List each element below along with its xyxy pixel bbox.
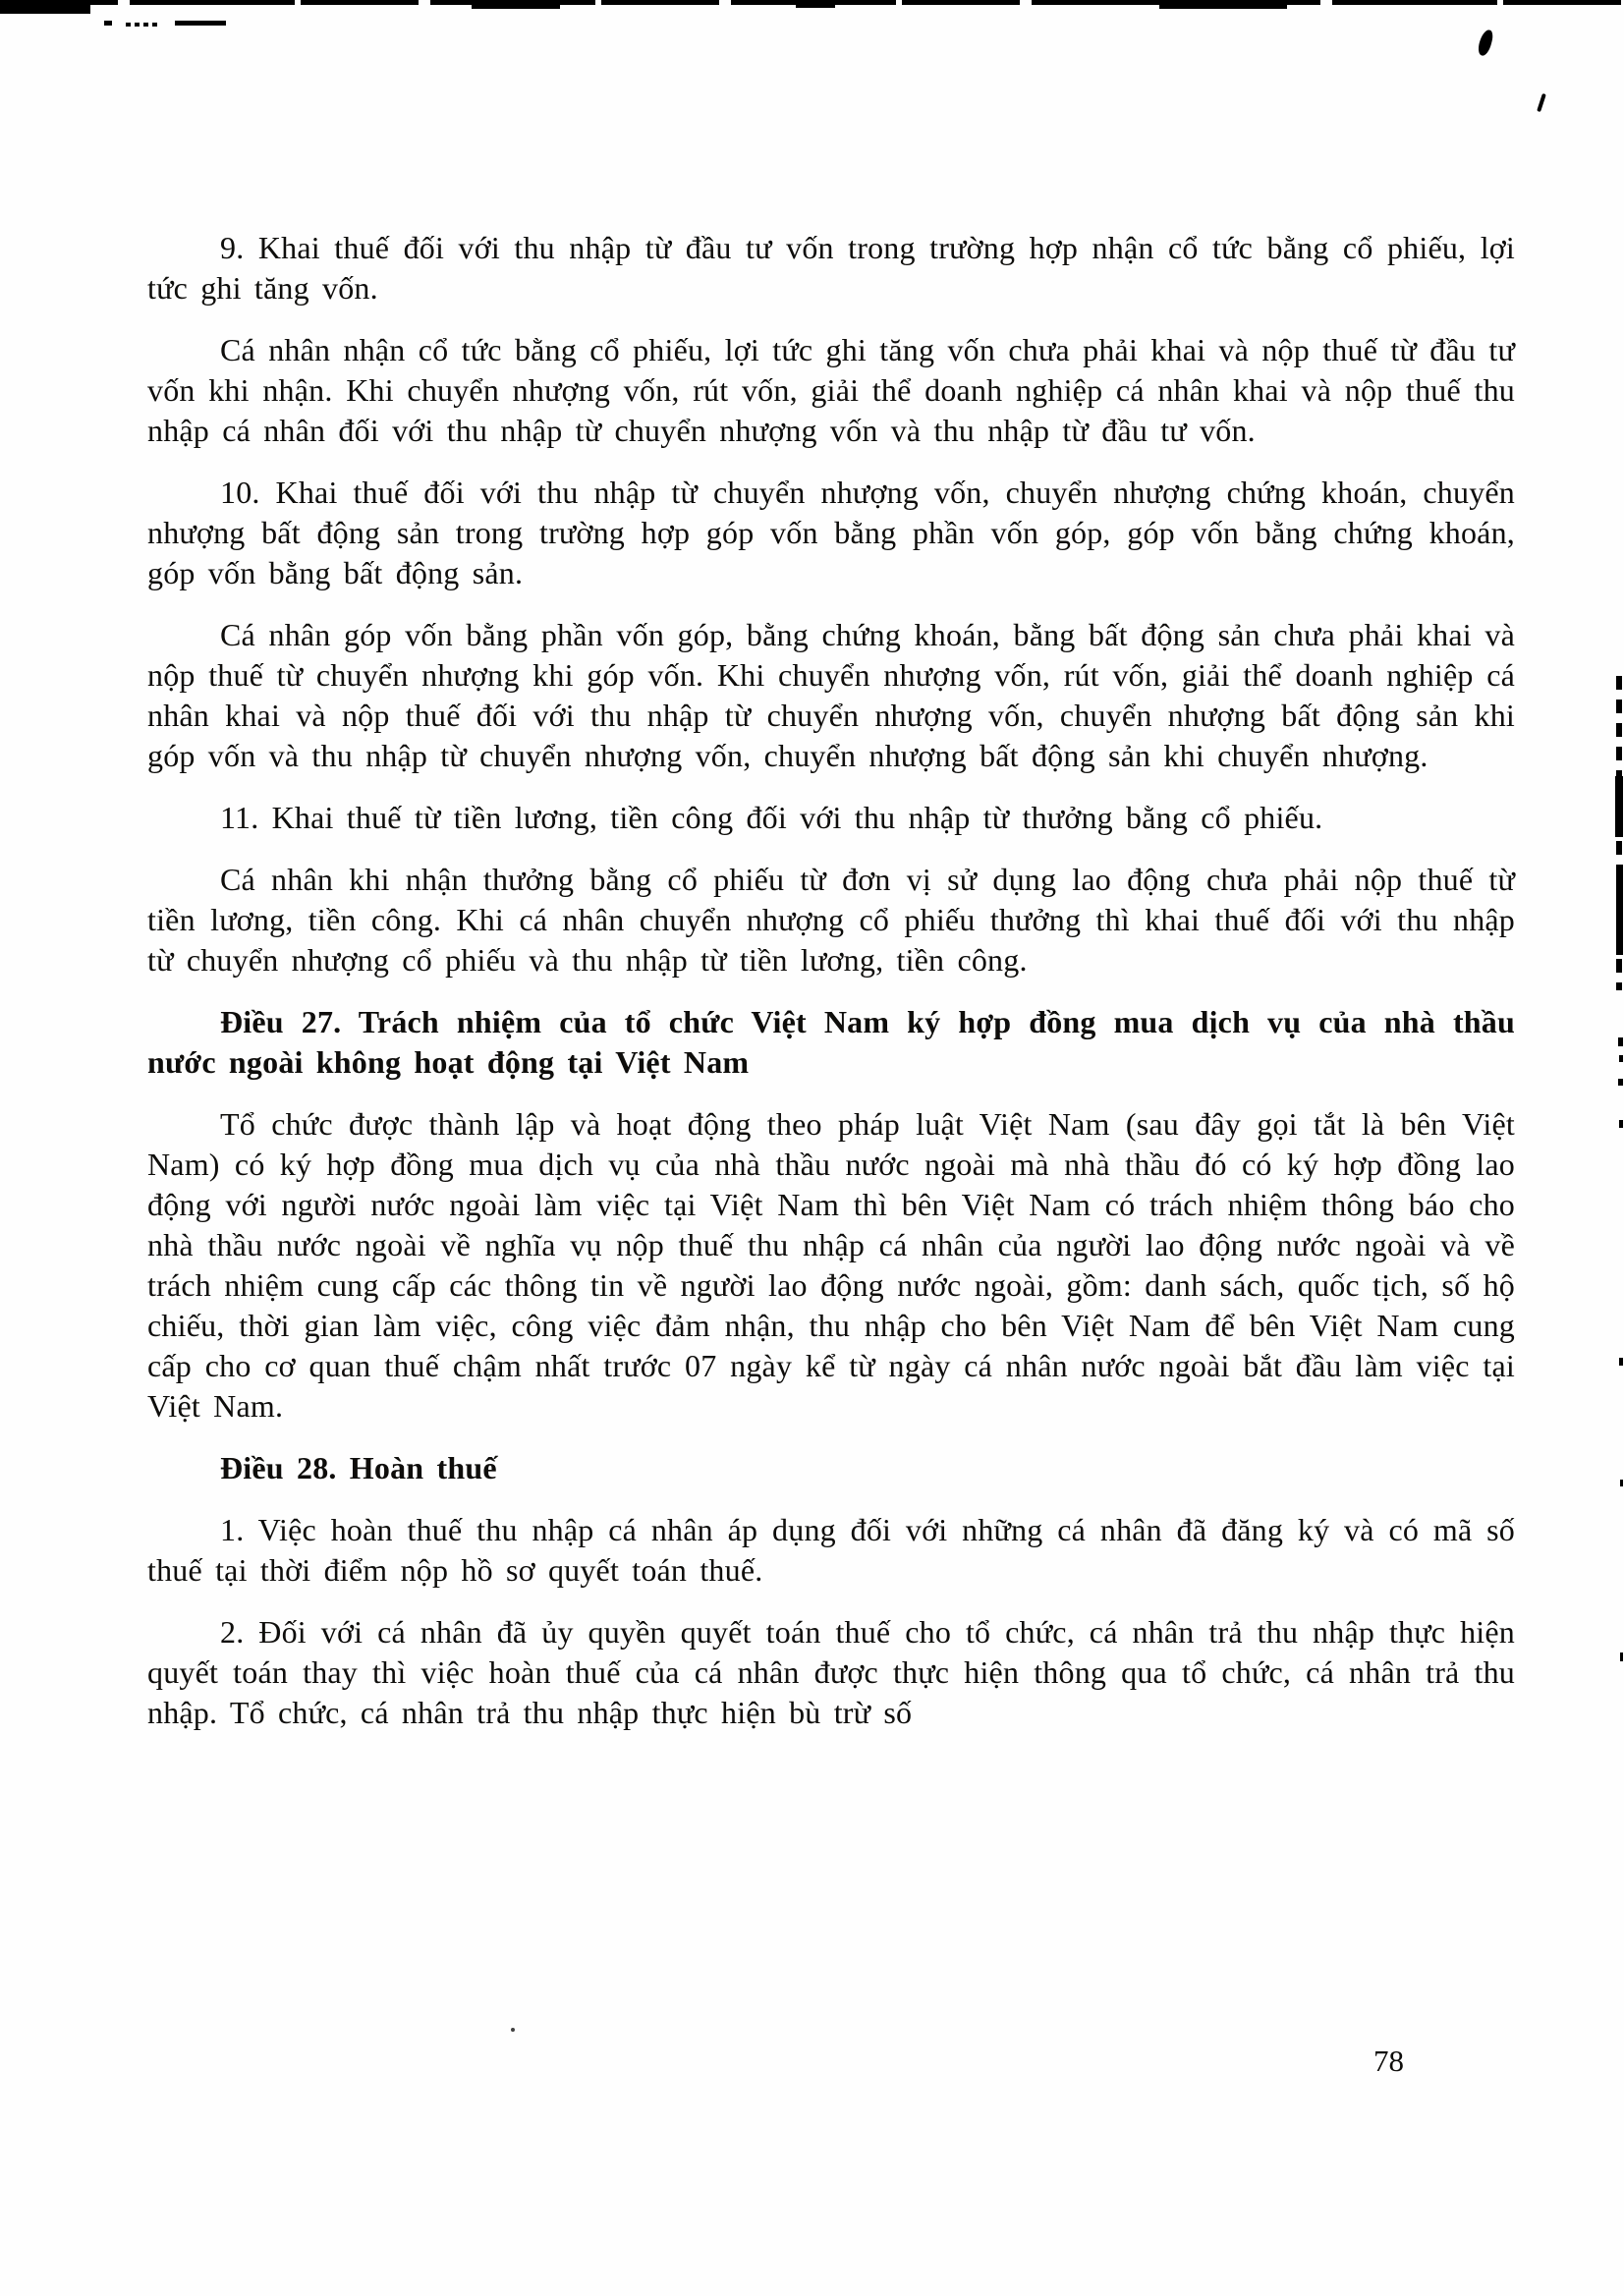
scan-top-edge-artifact (472, 0, 560, 9)
scan-dash-artifact (104, 21, 112, 26)
scan-right-edge-artifact (1619, 1120, 1623, 1128)
paragraph-2-doi-voi-ca-nhan-uy-quyen: 2. Đối với cá nhân đã ủy quyền quyết toán thuế cho tổ chức, cá nhân trả thu nhập thực hiện quyết toán thay thì việc hoàn thuế của cá nhân được thực hiện thông qua tổ chức, cá nhân trả thu nhập. Tổ chức, cá nhân trả thu nhập thực hiện bù trừ số (147, 1614, 1515, 1730)
scan-right-edge-artifact (1619, 1055, 1623, 1062)
scan-top-edge-artifact (0, 0, 90, 14)
paragraph-ca-nhan-gop-von: Cá nhân góp vốn bằng phần vốn góp, bằng chứng khoán, bằng bất động sản chưa phải khai và nộp thuế từ chuyển nhượng khi góp vốn. Khi chuyển nhượng vốn, rút vốn, giải thể doanh nghiệp cá nhân khai và nộp thuế đối với thu nhập từ chuyển nhượng vốn, chuyển nhượng bất động sản khi góp vốn và thu nhập từ chuyển nhượng vốn, chuyển nhượng bất động sản khi chuyển nhượng. (147, 617, 1515, 773)
paragraph-ca-nhan-nhan-co-tuc: Cá nhân nhận cổ tức bằng cổ phiếu, lợi tức ghi tăng vốn chưa phải khai và nộp thuế từ đầu tư vốn khi nhận. Khi chuyển nhượng vốn, rút vốn, giải thể doanh nghiệp cá nhân khai và nộp thuế thu nhập cá nhân đối với thu nhập từ chuyển nhượng vốn và thu nhập từ đầu tư vốn. (147, 332, 1515, 448)
scan-dash-artifact (126, 23, 159, 27)
page-number: 78 (1373, 2044, 1404, 2078)
scan-right-edge-artifact (1619, 1358, 1623, 1366)
scan-right-edge-artifact (1615, 776, 1623, 837)
scan-dash-artifact (175, 21, 226, 26)
ink-mark-artifact (1537, 93, 1546, 112)
scan-right-edge-artifact (1620, 1480, 1623, 1486)
paragraph-ca-nhan-nhan-thuong: Cá nhân khi nhận thưởng bằng cổ phiếu từ đơn vị sử dụng lao động chưa phải nộp thuế từ tiền lương, tiền công. Khi cá nhân chuyển nhượng cổ phiếu thưởng thì khai thuế đối với thu nhập từ chuyển nhượng cổ phiếu và thu nhập từ tiền lương, tiền công. (147, 862, 1515, 978)
paragraph-1-viec-hoan-thue: 1. Việc hoàn thuế thu nhập cá nhân áp dụng đối với những cá nhân đã đăng ký và có mã số thuế tại thời điểm nộp hồ sơ quyết toán thuế. (147, 1512, 1515, 1588)
scan-right-edge-artifact (1618, 1037, 1623, 1046)
scan-right-edge-artifact (1618, 1079, 1623, 1086)
scan-right-edge-artifact (1620, 1652, 1623, 1661)
scan-right-edge-artifact (1616, 865, 1623, 955)
scan-top-edge-artifact (1159, 0, 1287, 9)
paragraph-11-khai-thue-tien-luong: 11. Khai thuế từ tiền lương, tiền công đối với thu nhập từ thưởng bằng cổ phiếu. (220, 800, 1323, 835)
paragraph-10-khai-thue-chuyen-nhuong: 10. Khai thuế đối với thu nhập từ chuyển nhượng vốn, chuyển nhượng chứng khoán, chuyển nhượng bất động sản trong trường hợp góp vốn bằng phần vốn góp, góp vốn bằng chứng khoán, góp vốn bằng bất động sản. (147, 475, 1515, 590)
article-27-heading: Điều 27. Trách nhiệm của tổ chức Việt Nam ký hợp đồng mua dịch vụ của nhà thầu nước ngoài không hoạt động tại Việt Nam (147, 1004, 1515, 1080)
scan-top-edge-artifact (796, 0, 835, 8)
article-28-heading: Điều 28. Hoàn thuế (220, 1450, 497, 1485)
scan-dot-artifact (511, 2028, 515, 2032)
ink-mark-artifact (1477, 28, 1494, 57)
paragraph-to-chuc-duoc-thanh-lap: Tổ chức được thành lập và hoạt động theo pháp luật Việt Nam (sau đây gọi tắt là bên Việt Nam) có ký hợp đồng mua dịch vụ của nhà thầu nước ngoài mà nhà thầu đó có ký hợp đồng lao động với người nước ngoài làm việc tại Việt Nam thì bên Việt Nam có trách nhiệm thông báo cho nhà thầu nước ngoài về nghĩa vụ nộp thuế thu nhập cá nhân của người lao động nước ngoài và về trách nhiệm cung cấp các thông tin về người lao động nước ngoài, gồm: danh sách, quốc tịch, số hộ chiếu, thời gian làm việc, công việc đảm nhận, thu nhập cho bên Việt Nam để bên Việt Nam cung cấp cho cơ quan thuế chậm nhất trước 07 ngày kể từ ngày cá nhân nước ngoài bắt đầu làm việc tại Việt Nam. (147, 1106, 1515, 1424)
text-block (147, 228, 1515, 1755)
paragraph-9-khai-thue-dau-tu-von: 9. Khai thuế đối với thu nhập từ đầu tư vốn trong trường hợp nhận cổ tức bằng cổ phiếu, lợi tức ghi tăng vốn. (147, 230, 1515, 306)
